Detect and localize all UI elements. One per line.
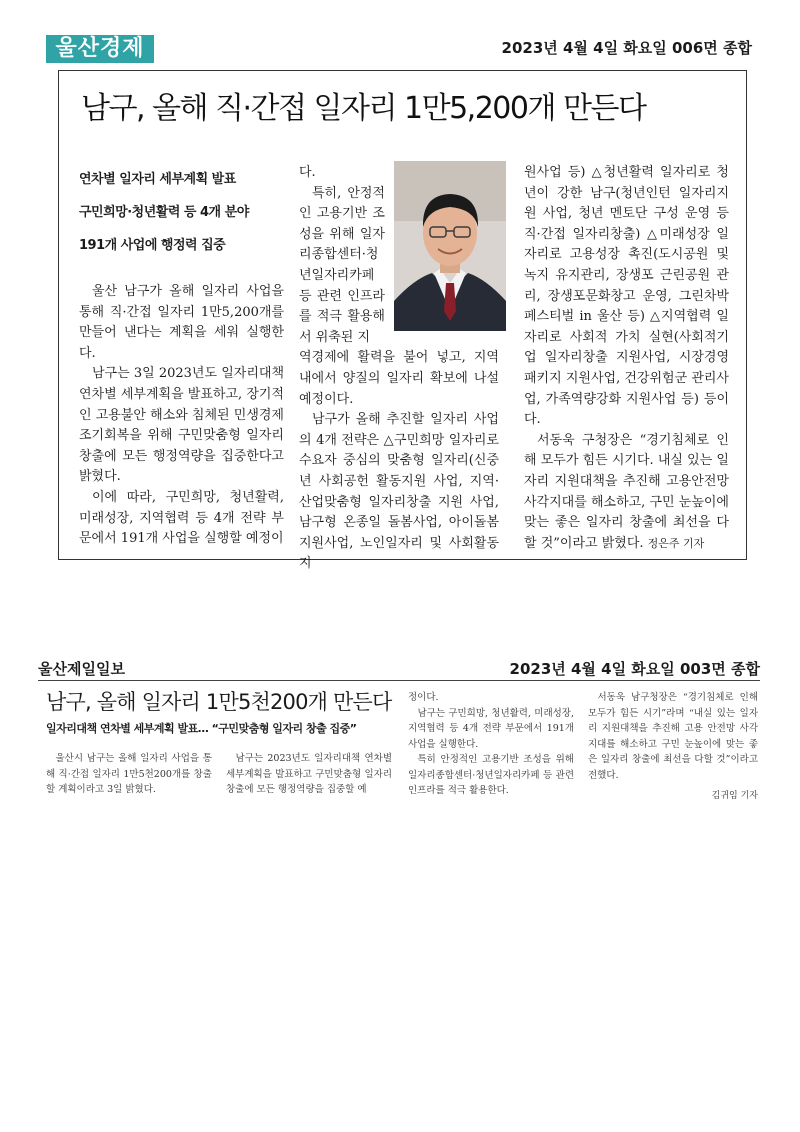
article-subheads [79, 163, 284, 262]
paragraph: 울산시 남구는 올해 일자리 사업을 통해 직·간접 일자리 1만5천200개를 창출할 계획이라고 3일 밝혔다. [46, 753, 212, 795]
paragraph: 남구는 3일 2023년도 일자리대책 연차별 세부계획을 발표하고, 장기적인 고용불안 해소와 침체된 민생경제 조기회복을 위해 구민맞춤형 일자리 창출에 모든 행정역량을 집중한다고 밝혔다. [79, 366, 284, 485]
subhead-1: 연차별 일자리 세부계획 발표 [79, 172, 236, 187]
subhead-2: 구민희망·청년활력 등 4개 분야 [79, 205, 249, 220]
article-column-3 [408, 690, 574, 799]
paragraph: 특히, 안정적인 고용기반 조성을 위해 일자리종합센터·청년일자리카페 등 관련 인프라를 적극 활용해서 위축된 지 [299, 185, 385, 345]
article-headline: 남구, 올해 일자리 1만5천200개 만든다 [46, 690, 392, 714]
reporter-byline: 정은주 기자 [647, 536, 705, 550]
subhead-3: 191개 사업에 행정력 집중 [79, 238, 226, 253]
paragraph: 이에 따라, 구민희망, 청년활력, 미래성장, 지역협력 등 4개 전략 부문에서 191개 사업을 실행할 예정이 [79, 489, 284, 547]
paragraph: 다. [299, 165, 316, 180]
paragraph: 남구가 올해 추진할 일자리 사업의 4개 전략은 △구민희망 일자리로 수요자 중심의 맞춤형 일자리(신중년 사회공헌 활동지원 사업, 지역·산업맞춤형 일자리창출 지원 사업, 남구형 온종일 돌봄사업, 아이돌봄 지원사업, 노인일자리 및 사회활동지 [299, 412, 499, 572]
paragraph: 특히 안정적인 고용기반 조성을 위해 일자리종합센터·청년일자리카페 등 관련 인프라를 적극 활용한다. [408, 754, 574, 796]
article-column-3 [524, 163, 729, 554]
paragraph: 남구는 2023년도 일자리대책 연차별 세부계획을 발표하고 구민맞춤형 일자리 창출에 모든 행정역량을 집중할 예 [226, 753, 392, 795]
paragraph: 서동욱 남구청장은 “경기침체로 인해 모두가 힘든 시기”라며 “내실 있는 일자리 지원대책을 추진해 고용 안전망 사각지대를 해소하고 구민 눈높이에 맞는 좋은 일자리 창출에 최선을 다할 것”이라고 전했다. [588, 692, 758, 781]
article-headline: 남구, 올해 직·간접 일자리 1만5,200개 만든다 [81, 91, 646, 126]
article-column-4 [588, 690, 758, 805]
official-portrait-photo [394, 161, 506, 331]
article-column-2 [226, 751, 392, 798]
article-column-1 [79, 163, 284, 550]
newspaper-logo-ulsan-jeil-ilbo: 울산제일일보 [38, 660, 125, 678]
paragraph: 원사업 등) △청년활력 일자리로 청년이 강한 남구(청년인턴 일자리지원 사업, 청년 멘토단 구성 운영 등 직·간접 일자리창출) △미래성장 일자리로 고용성장 촉진(도시공원 및 녹지 유지관리, 장생포 근린공원 관리, 장생포문화창고 운영, 그린차박 페스티벌 in 울산 등) △지역협력 일자리로 사회적 가치 실현(사회적기업 일자리창출 지원사업, 시장경영 패키지 지원사업, 건강위험군 관리사업, 가족역량강화 지원사업 등) 등이다. [524, 165, 729, 428]
article-box [58, 70, 747, 572]
paragraph: 역경제에 활력을 불어 넣고, 지역 내에서 양질의 일자리 확보에 나설 예정이다. [299, 350, 499, 407]
newspaper-logo-ulsan-economy: 울산경제 [46, 35, 154, 63]
paragraph: 남구는 구민희망, 청년활력, 미래성장, 지역협력 등 4개 전략 부문에서 191개 사업을 실행한다. [408, 707, 574, 750]
reporter-byline: 김귀임 기자 [711, 791, 758, 801]
paragraph-text: 서동욱 구청장은 “경기침체로 인해 모두가 힘든 시기다. 내실 있는 일자리 지원대책을 추진해 고용안전망 사각지대를 해소하고, 구민 눈높이에 맞는 좋은 일자리 창출에 최선을 다할 것”이라고 밝혔다. [524, 432, 729, 551]
paragraph: 울산 남구가 올해 일자리 사업을 통해 직·간접 일자리 1만5,200개를 만들어 낸다는 계획을 세워 실행한다. [79, 284, 284, 361]
publication-date: 2023년 4월 4일 화요일 003면 종합 [509, 660, 760, 678]
portrait-illustration [394, 161, 506, 331]
divider [38, 680, 760, 681]
article-subhead: 일자리대책 연차별 세부계획 발표… “구민맞춤형 일자리 창출 집중” [46, 722, 357, 735]
publication-date: 2023년 4월 4일 화요일 006면 종합 [501, 39, 752, 57]
paragraph [524, 431, 729, 555]
paragraph: 정이다. [408, 692, 439, 703]
article-column-1 [46, 751, 212, 798]
